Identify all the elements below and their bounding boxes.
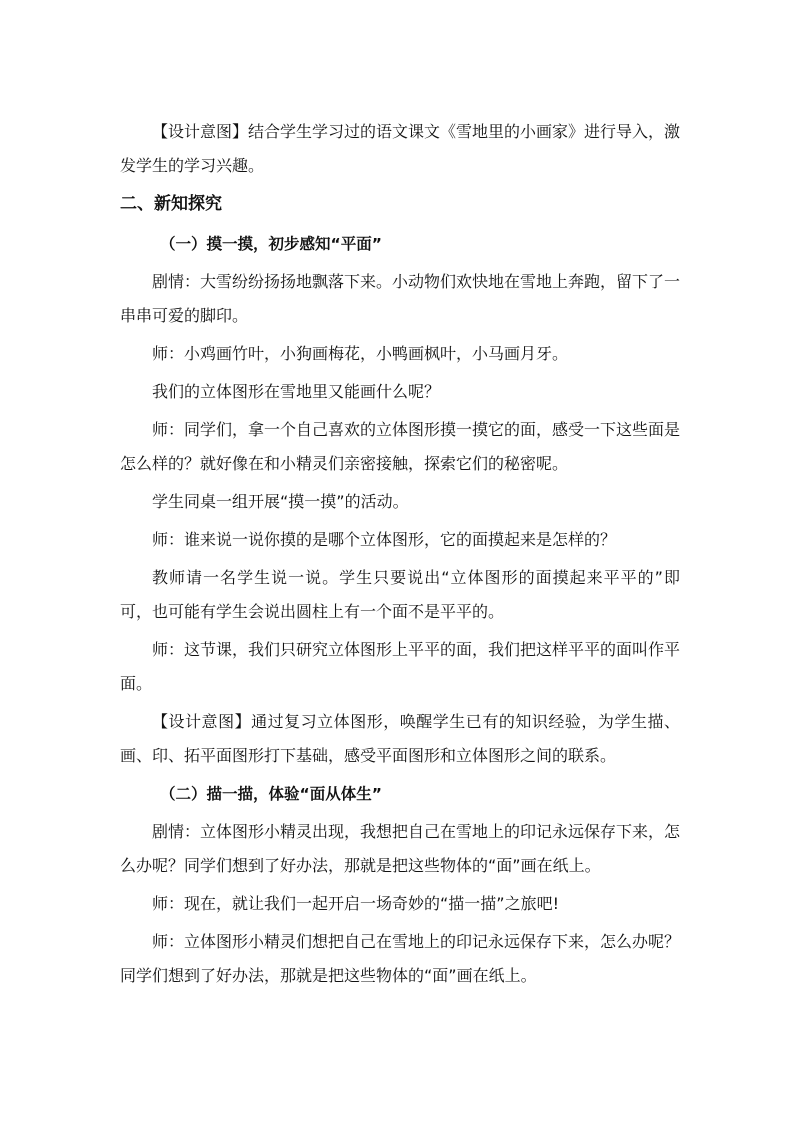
paragraph: 师：小鸡画竹叶，小狗画梅花，小鸭画枫叶，小马画月牙。: [152, 344, 569, 363]
design-intent-paragraph: 【设计意图】通过复习立体图形，唤醒学生已有的知识经验，为学生描、画、印、拓平面图形打下基础，感受平面图形和立体图形之间的联系。: [120, 712, 680, 765]
paragraph: 剧情：立体图形小精灵出现，我想把自己在雪地上的印记永远保存下来，怎么办呢？同学们想到了好办法，那就是把这些物体的“面”画在纸上。: [120, 822, 681, 875]
paragraph: 学生同桌一组开展“摸一摸”的活动。: [152, 492, 409, 511]
design-intent-paragraph: 【设计意图】结合学生学习过的语文课文《雪地里的小画家》进行导入，激发学生的学习兴趣。: [120, 122, 681, 175]
paragraph: 我们的立体图形在雪地里又能画什么呢？: [152, 382, 441, 401]
subsection-heading: （二）描一描，体验“面从体生”: [160, 785, 382, 803]
paragraph: 剧情：大雪纷纷扬扬地飘落下来。小动物们欢快地在雪地上奔跑，留下了一串串可爱的脚印。: [120, 272, 681, 325]
paragraph: 师：这节课，我们只研究立体图形上平平的面，我们把这样平平的面叫作平面。: [120, 640, 681, 693]
paragraph: 教师请一名学生说一说。学生只要说出“立体图形的面摸起来平平的”即可，也可能有学生会说出圆柱上有一个面不是平平的。: [120, 568, 680, 621]
paragraph: 师：谁来说一说你摸的是哪个立体图形，它的面摸起来是怎样的？: [152, 530, 617, 549]
paragraph: 师：同学们，拿一个自己喜欢的立体图形摸一摸它的面，感受一下这些面是怎么样的？就好像在和小精灵们亲密接触，探索它们的秘密呢。: [120, 420, 681, 473]
subsection-heading: （一）摸一摸，初步感知“平面”: [160, 235, 382, 253]
paragraph: 师：现在，就让我们一起开启一场奇妙的“描一描”之旅吧!: [152, 894, 559, 913]
paragraph: 师：立体图形小精灵们想把自己在雪地上的印记永远保存下来，怎么办呢？同学们想到了好办法，那就是把这些物体的“面”画在纸上。: [120, 932, 681, 985]
section-heading: 二、新知探究: [120, 194, 222, 214]
document-page: [120, 115, 680, 997]
